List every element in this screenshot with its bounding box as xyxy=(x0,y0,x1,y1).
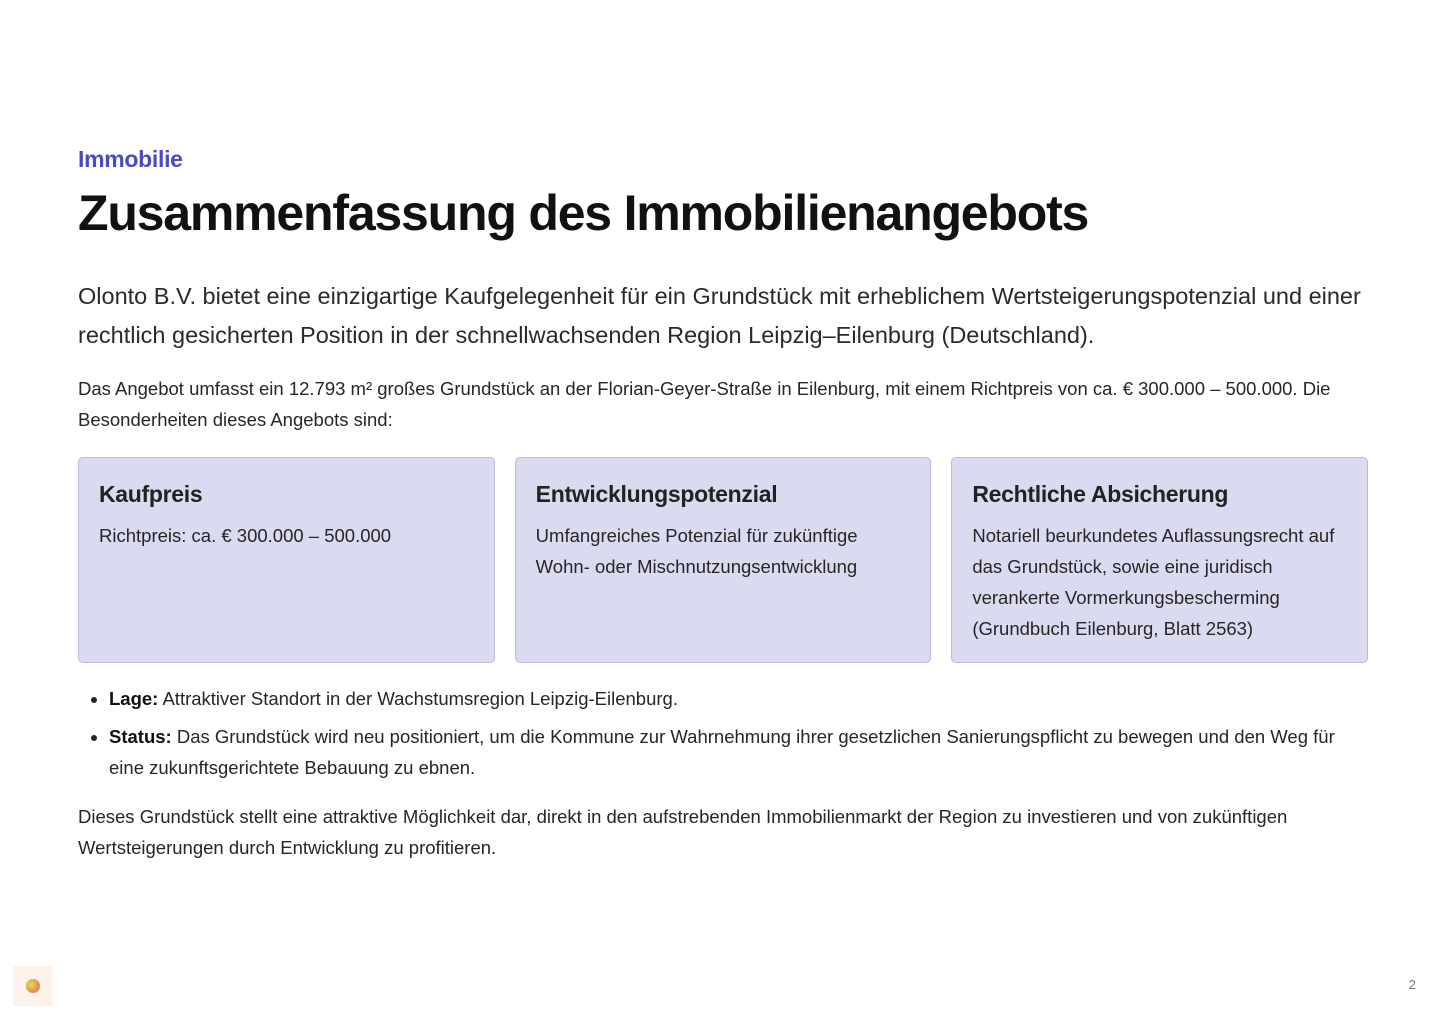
brand-logo-icon[interactable] xyxy=(13,966,53,1006)
bullet-text: Das Grundstück wird neu positioniert, um die Kommune zur Wahrnehmung ihrer gesetzlichen Sanierungspflicht zu bewegen und den Weg für eine zukunftsgerichtete Bebauung zu ebnen. xyxy=(109,726,1335,778)
eyebrow-label: Immobilie xyxy=(78,146,183,172)
card-entwicklungspotenzial xyxy=(515,457,932,663)
slide-content xyxy=(78,146,1368,863)
feature-cards xyxy=(78,457,1368,663)
lead-paragraph: Olonto B.V. bietet eine einzigartige Kaufgelegenheit für ein Grundstück mit erheblichem Wertsteigerungspotenzial und einer rechtlich gesicherten Position in der schnellwachsenden Region Leipzig–Eilenburg (Deutschland). xyxy=(78,283,1361,348)
bullet-list xyxy=(78,683,1368,783)
card-kaufpreis xyxy=(78,457,495,663)
bullet-text: Attraktiver Standort in der Wachstumsregion Leipzig-Eilenburg. xyxy=(158,688,678,709)
card-text: Umfangreiches Potenzial für zukünftige Wohn- oder Mischnutzungsentwicklung xyxy=(535,525,858,577)
card-rechtliche-absicherung xyxy=(951,457,1368,663)
page-number: 2 xyxy=(1408,977,1416,992)
card-title: Entwicklungspotenzial xyxy=(535,481,778,507)
card-title: Rechtliche Absicherung xyxy=(972,481,1229,507)
list-item-status xyxy=(109,721,1368,783)
closing-paragraph: Dieses Grundstück stellt eine attraktive Möglichkeit dar, direkt in den aufstrebenden Immobilienmarkt der Region zu investieren und von zukünftigen Wertsteigerungen durch Entwicklung zu profitieren. xyxy=(78,806,1288,858)
bullet-label: Lage: xyxy=(109,688,159,709)
bullet-label: Status: xyxy=(109,726,172,747)
card-title: Kaufpreis xyxy=(99,481,203,507)
page-title: Zusammenfassung des Immobilienangebots xyxy=(78,185,1089,241)
card-text: Richtpreis: ca. € 300.000 – 500.000 xyxy=(99,525,392,546)
list-item-lage xyxy=(109,683,1368,714)
intro-paragraph: Das Angebot umfasst ein 12.793 m² großes Grundstück an der Florian-Geyer-Straße in Eilenburg, mit einem Richtpreis von ca. € 300.000 – 500.000. Die Besonderheiten dieses Angebots sind: xyxy=(78,378,1331,430)
card-text: Notariell beurkundetes Auflassungsrecht auf das Grundstück, sowie eine juridisch verankerte Vormerkungsbescherming (Grundbuch Eilenburg, Blatt 2563) xyxy=(972,525,1335,639)
